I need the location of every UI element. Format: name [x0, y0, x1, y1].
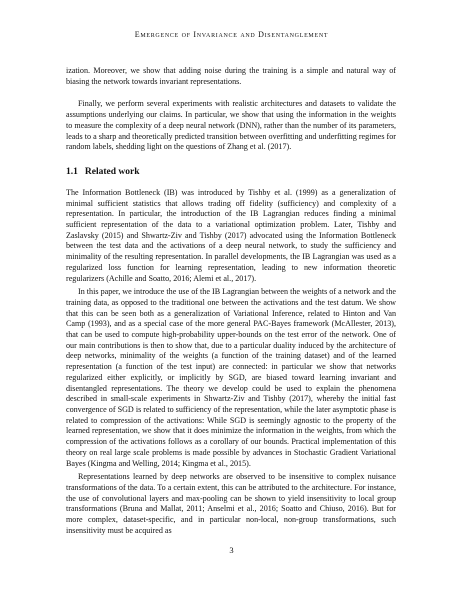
section-number: 1.1	[66, 166, 78, 177]
running-head: Emergence of Invariance and Disentanglement	[134, 30, 329, 39]
page-number: 3	[229, 545, 234, 555]
related-paragraph-1: The Information Bottleneck (IB) was introduced by Tishby et al. (1999) as a generalization of minimal sufficient statistics that allows trading off fidelity (sufficiency) and complexity of a representation. In particular, the introduction of the IB Lagrangian reduces finding a minimal sufficient representation of the data to a variational optimization problem. Later, Tishby and Zaslavsky (2015) and Shwartz-Ziv and Tishby (2017) advocated using the Information Bottleneck between the test data and the activations of a deep neural network, to study the sufficiency and minimality of the resulting representation. In parallel developments, the IB Lagrangian was used as a regularized loss function for learning representation, leading to new information theoretic regularizers (Achille and Soatto, 2016; Alemi et al., 2017).	[66, 187, 396, 283]
section-title: Related work	[84, 166, 140, 177]
page-body	[66, 66, 396, 536]
related-paragraph-3: Representations learned by deep networks are observed to be insensitive to complex nuisance transformations of the data. To a certain extent, this can be attributed to the architecture. For instance, the use of convolutional layers and max-pooling can be shown to yield insensitivity to local group transformations (Bruna and Mallat, 2011; Anselmi et al., 2016; Soatto and Chiuso, 2016). But for more complex, dataset-specific, and in particular non-local, non-group transformations, such insensitivity must be acquired as	[66, 472, 396, 535]
intro-paragraph-1: ization. Moreover, we show that adding noise during the training is a simple and natural way of biasing the network towards invariant representations.	[66, 66, 396, 86]
related-paragraph-2: In this paper, we introduce the use of the IB Lagrangian between the weights of a network and the training data, as opposed to the traditional one between the activations and the test datum. We show that this can be seen both as a generalization of Variational Inference, related to Hinton and Van Camp (1993), and as a special case of the more general PAC-Bayes framework (McAllester, 2013), that can be used to compute high-probability upper-bounds on the test error of the network. One of our main contributions is then to show that, due to a particular duality induced by the architecture of deep networks, minimality of the weights (a function of the training dataset) and of the learned representation (a function of the test input) are connected: in particular we show that networks regularized either explicitly, or implicitly by SGD, are biased toward learning invariant and disentangled representations. The theory we develop could be used to explain the phenomena described in small-scale experiments in Shwartz-Ziv and Tishby (2017), whereby the initial fast convergence of SGD is related to sufficiency of the representation, while the later asymptotic phase is related to compression of the activations: While SGD is seemingly agnostic to the property of the learned representation, we show that it does minimize the information in the weights, from which the compression of the activations follows as a corollary of our bounds. Practical implementation of this theory on real large scale problems is made possible by advances in Stochastic Gradient Variational Bayes (Kingma and Welling, 2014; Kingma et al., 2015).	[66, 287, 396, 468]
intro-paragraph-2: Finally, we perform several experiments with realistic architectures and datasets to validate the assumptions underlying our claims. In particular, we show that using the information in the weights to measure the complexity of a deep neural network (DNN), rather than the number of its parameters, leads to a sharp and theoretically predicted transition between overfitting and underfitting regimes for random labels, shedding light on the questions of Zhang et al. (2017).	[66, 99, 396, 152]
section-heading	[66, 167, 396, 177]
